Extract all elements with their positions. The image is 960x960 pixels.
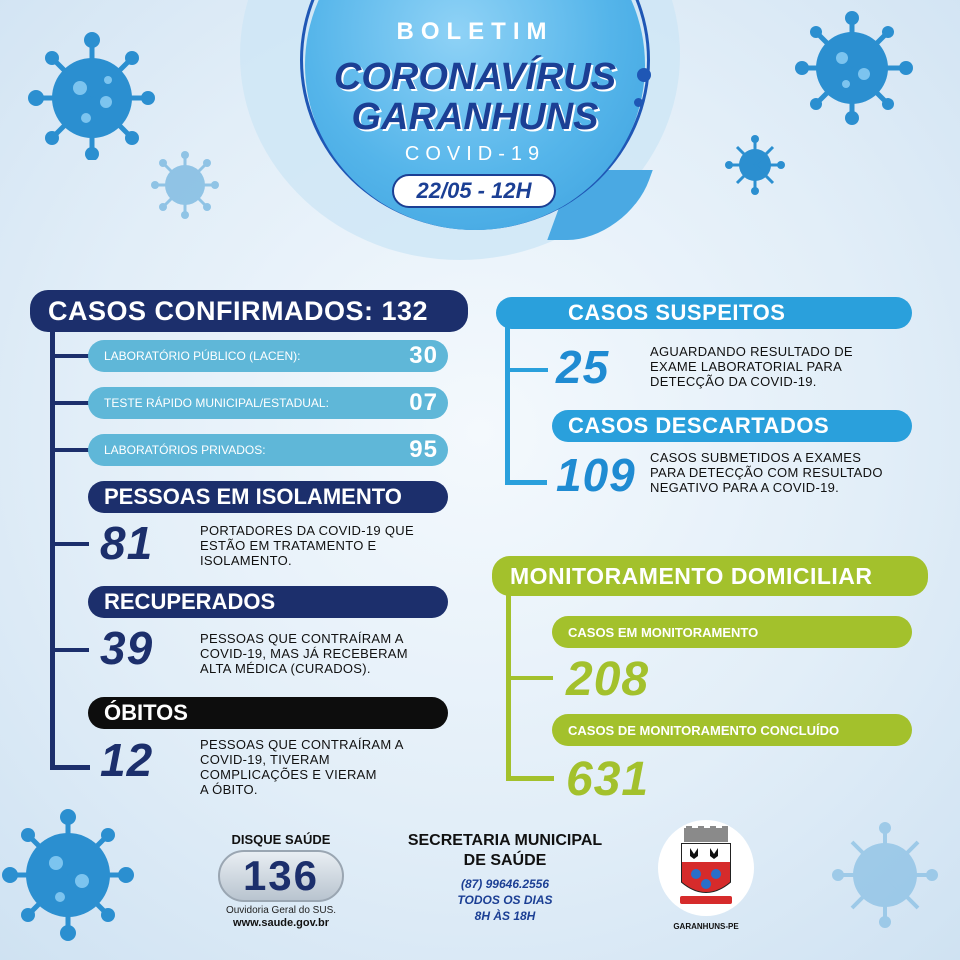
header-title-line2: GARANHUNS <box>351 96 599 138</box>
confirmados-title-bar <box>30 290 468 332</box>
connector-tick <box>510 368 548 372</box>
virus-icon <box>0 805 140 945</box>
virus-icon <box>790 10 920 125</box>
item-label: TESTE RÁPIDO MUNICIPAL/ESTADUAL: <box>104 396 329 410</box>
header-boletim: BOLETIM <box>396 18 554 45</box>
connector-tick <box>55 542 89 546</box>
city-crest-icon <box>676 826 736 910</box>
monitoramento-title-bar <box>492 556 928 596</box>
virus-icon <box>20 30 160 160</box>
monitoramento-concluido-bar <box>552 714 912 746</box>
suspeitos-number: 25 <box>556 341 610 393</box>
monitoramento-em-label: CASOS EM MONITORAMENTO <box>568 624 759 640</box>
item-value: 30 <box>409 342 438 369</box>
suspeitos-description: AGUARDANDO RESULTADO DE EXAME LABORATORIAL PARA DETECÇÃO DA COVID-19. <box>650 344 853 389</box>
recuperados-description: PESSOAS QUE CONTRAÍRAM A COVID-19, MAS JÁ RECEBERAM ALTA MÉDICA (CURADOS). <box>200 631 408 676</box>
confirmados-item-privados <box>88 434 448 466</box>
recuperados-title-bar <box>88 586 448 618</box>
ouvidoria-text: Ouvidoria Geral do SUS. <box>225 905 337 916</box>
virus-icon <box>830 820 940 930</box>
obitos-title-bar <box>88 697 448 729</box>
monitoramento-title: MONITORAMENTO DOMICILIAR <box>510 562 873 589</box>
isolamento-title: PESSOAS EM ISOLAMENTO <box>104 484 402 509</box>
virus-icon <box>150 150 220 220</box>
monitoramento-concluido-value: 631 <box>566 753 650 806</box>
descartados-description: CASOS SUBMETIDOS A EXAMES PARA DETECÇÃO COM RESULTADO NEGATIVO PARA A COVID-19. <box>650 450 883 495</box>
connector-tick <box>511 676 553 680</box>
item-label: LABORATÓRIOS PRIVADOS: <box>104 443 266 457</box>
green-connector-line <box>506 590 511 780</box>
disque-saude-badge <box>218 850 344 902</box>
left-connector-bottom <box>50 765 90 770</box>
isolamento-number: 81 <box>100 517 154 569</box>
connector-tick <box>55 354 89 358</box>
confirmados-title: CASOS CONFIRMADOS: 132 <box>48 295 429 326</box>
obitos-description: PESSOAS QUE CONTRAÍRAM A COVID-19, TIVERAM COMPLICAÇÕES E VIERAM A ÓBITO. <box>200 737 404 797</box>
confirmados-item-teste-rapido <box>88 387 448 419</box>
secretaria-line1: SECRETARIA MUNICIPAL <box>407 832 603 849</box>
secretaria-horario: 8H ÀS 18H <box>474 909 536 923</box>
connector-tick <box>55 648 89 652</box>
obitos-number: 12 <box>100 734 154 786</box>
suspeitos-title: CASOS SUSPEITOS <box>568 300 786 325</box>
disque-saude-number: 136 <box>242 852 320 899</box>
header-title-line1: CORONAVÍRUS <box>333 56 617 98</box>
recuperados-number: 39 <box>100 622 154 674</box>
secretaria-todos-dias: TODOS OS DIAS <box>457 893 553 907</box>
recuperados-title: RECUPERADOS <box>104 589 276 614</box>
green-connector-bottom <box>506 776 554 781</box>
descartados-title: CASOS DESCARTADOS <box>568 413 830 438</box>
secretaria-phone: (87) 99646.2556 <box>460 877 550 891</box>
city-name: GARANHUNS-PE <box>673 922 739 931</box>
confirmados-item-lacen <box>88 340 448 372</box>
item-label: LABORATÓRIO PÚBLICO (LACEN): <box>104 349 301 363</box>
isolamento-description: PORTADORES DA COVID-19 QUE ESTÃO EM TRATAMENTO E ISOLAMENTO. <box>200 523 414 568</box>
item-value: 95 <box>409 436 438 463</box>
left-connector-line <box>50 325 55 770</box>
disque-saude-label: DISQUE SAÚDE <box>231 832 331 847</box>
monitoramento-em-bar <box>552 616 912 648</box>
header-date-badge: 22/05 - 12H <box>392 174 556 208</box>
right-connector-line <box>505 320 510 485</box>
suspeitos-title-bar <box>496 297 912 329</box>
item-value: 07 <box>409 389 438 416</box>
secretaria-line2: DE SAÚDE <box>463 852 547 869</box>
monitoramento-concluido-label: CASOS DE MONITORAMENTO CONCLUÍDO <box>568 722 840 738</box>
virus-icon <box>725 135 785 195</box>
monitoramento-em-value: 208 <box>566 653 650 706</box>
isolamento-title-bar <box>88 481 448 513</box>
saude-site-link[interactable]: www.saude.gov.br <box>233 917 329 929</box>
obitos-title: ÓBITOS <box>104 700 188 725</box>
descartados-title-bar <box>552 410 912 442</box>
header-subtitle: COVID-19 <box>404 143 546 165</box>
descartados-number: 109 <box>556 449 636 501</box>
right-connector-bottom <box>505 480 547 485</box>
connector-tick <box>55 401 89 405</box>
connector-tick <box>55 448 89 452</box>
